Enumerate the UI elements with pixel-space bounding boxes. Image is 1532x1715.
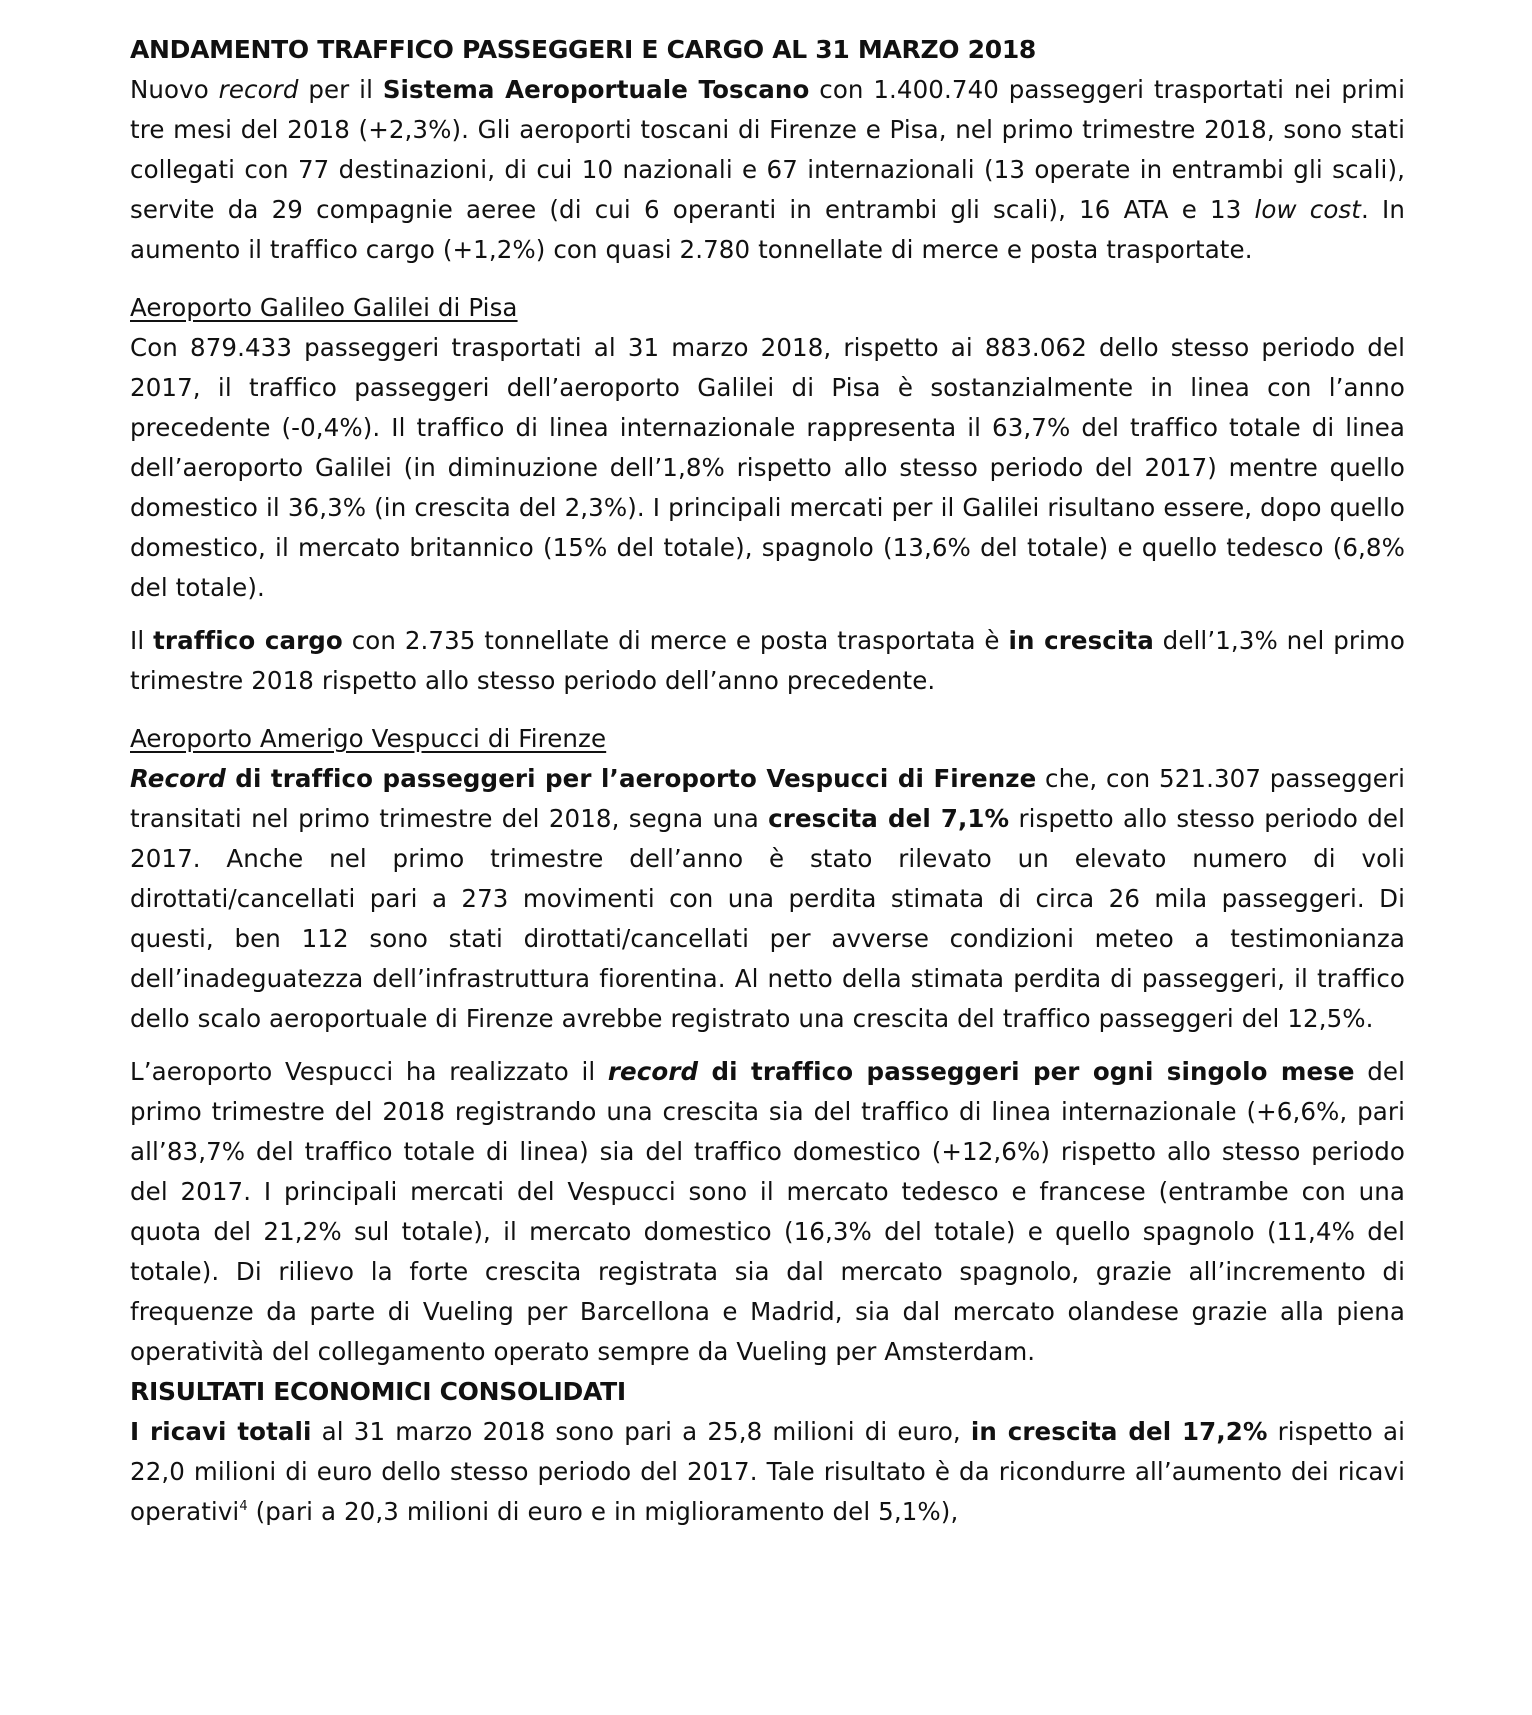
italic-text: record bbox=[218, 75, 299, 104]
bold-text: I ricavi totali bbox=[130, 1417, 312, 1446]
text: Nuovo bbox=[130, 75, 219, 104]
text: di traffico passeggeri per l’aeroporto Vespucci di Firenze bbox=[225, 764, 1037, 793]
footnote-marker[interactable]: 4 bbox=[239, 1499, 248, 1514]
text: (pari a 20,3 milioni di euro e in miglioramento del 5,1%), bbox=[247, 1497, 959, 1526]
text: L’aeroporto Vespucci ha realizzato il bbox=[130, 1057, 608, 1086]
text: con 2.735 tonnellate di merce e posta trasportata è bbox=[342, 626, 1009, 655]
document-page bbox=[130, 30, 1405, 1532]
bold-text: traffico cargo bbox=[153, 626, 343, 655]
italic-text: record bbox=[607, 1057, 699, 1086]
paragraph-firenze-passengers bbox=[130, 759, 1405, 1039]
section-title-economic-results: RISULTATI ECONOMICI CONSOLIDATI bbox=[130, 1377, 626, 1406]
subheading-firenze: Aeroporto Amerigo Vespucci di Firenze bbox=[130, 724, 607, 753]
bold-text: crescita del 7,1% bbox=[768, 804, 1010, 833]
text: al 31 marzo 2018 sono pari a 25,8 milioni di euro, bbox=[311, 1417, 971, 1446]
paragraph-pisa-passengers: Con 879.433 passeggeri trasportati al 31 marzo 2018, rispetto ai 883.062 dello stesso periodo del 2017, il traffico passeggeri dell’aeroporto Galilei di Pisa è sostanzialmente in linea con l’anno precedente (-0,4%). Il traffico di linea internazionale rappresenta il 63,7% del traffico totale di linea dell’aeroporto Galilei (in diminuzione dell’1,8% rispetto allo stesso periodo del 2017) mentre quello domestico il 36,3% (in crescita del 2,3%). I principali mercati per il Galilei risultano essere, dopo quello domestico, il mercato britannico (15% del totale), spagnolo (13,6% del totale) e quello tedesco (6,8% del totale). bbox=[130, 333, 1405, 602]
bold-text bbox=[608, 1057, 1355, 1086]
text: . In aumento il traffico cargo (+1,2%) con quasi 2.780 tonnellate di merce e posta trasportate. bbox=[130, 195, 1405, 264]
bold-text: in crescita del 17,2% bbox=[970, 1417, 1268, 1446]
paragraph-firenze-record bbox=[130, 1052, 1405, 1372]
text: che, con 521.307 passeggeri transitati nel primo trimestre del 2018, segna una bbox=[130, 764, 1405, 833]
text: di traffico passeggeri per ogni singolo mese bbox=[698, 1057, 1355, 1086]
text: dell’1,3% nel primo trimestre 2018 rispetto allo stesso periodo dell’anno precedente. bbox=[130, 626, 1406, 695]
text: del primo trimestre del 2018 registrando una crescita sia del traffico di linea internazionale (+6,6%, pari all’83,7% del traffico totale di linea) sia del traffico domestico (+12,6%) rispetto allo stesso periodo del 2017. I principali mercati del Vespucci sono il mercato tedesco e francese (entrambe con una quota del 21,2% sul totale), il mercato domestico (16,3% del totale) e quello spagnolo (11,4% del totale). Di rilievo la forte crescita registrata sia dal mercato spagnolo, grazie all’incremento di frequenze da parte di Vueling per Barcellona e Madrid, sia dal mercato olandese grazie alla piena operatività del collegamento operato sempre da Vueling per Amsterdam. bbox=[130, 1057, 1405, 1366]
italic-text: Record bbox=[130, 764, 226, 793]
bold-text: Sistema Aeroportuale Toscano bbox=[382, 75, 810, 104]
bold-italic-text bbox=[130, 764, 1036, 793]
italic-text: low cost bbox=[1254, 195, 1362, 224]
text: con 1.400.740 passeggeri trasportati nei primi tre mesi del 2018 (+2,3%). Gli aeroporti toscani di Firenze e Pisa, nel primo trimestre 2018, sono stati collegati con 77 destinazioni, di cui 10 nazionali e 67 internazionali (13 operate in entrambi gli scali), servite da 29 compagnie aeree (di cui 6 operanti in entrambi gli scali), 16 ATA e 13 bbox=[130, 75, 1405, 224]
paragraph-pisa-cargo bbox=[130, 621, 1405, 701]
paragraph-intro bbox=[130, 70, 1405, 270]
text: rispetto ai 22,0 milioni di euro dello stesso periodo del 2017. Tale risultato è da ricondurre all’aumento dei ricavi operativi bbox=[130, 1417, 1405, 1526]
text: rispetto allo stesso periodo del 2017. Anche nel primo trimestre dell’anno è stato rilevato un elevato numero di voli dirottati/cancellati pari a 273 movimenti con una perdita stimata di circa 26 mila passeggeri. Di questi, ben 112 sono stati dirottati/cancellati per avverse condizioni meteo a testimonianza dell’inadeguatezza dell’infrastruttura fiorentina. Al netto della stimata perdita di passeggeri, il traffico dello scalo aeroportuale di Firenze avrebbe registrato una crescita del traffico passeggeri del 12,5%. bbox=[130, 804, 1405, 1033]
subheading-pisa: Aeroporto Galileo Galilei di Pisa bbox=[130, 293, 518, 322]
text: Il bbox=[130, 626, 154, 655]
section-title-traffic: ANDAMENTO TRAFFICO PASSEGGERI E CARGO AL 31 MARZO 2018 bbox=[130, 35, 1037, 64]
text: per il bbox=[298, 75, 383, 104]
paragraph-revenues bbox=[130, 1412, 1405, 1532]
bold-text: in crescita bbox=[1008, 626, 1154, 655]
